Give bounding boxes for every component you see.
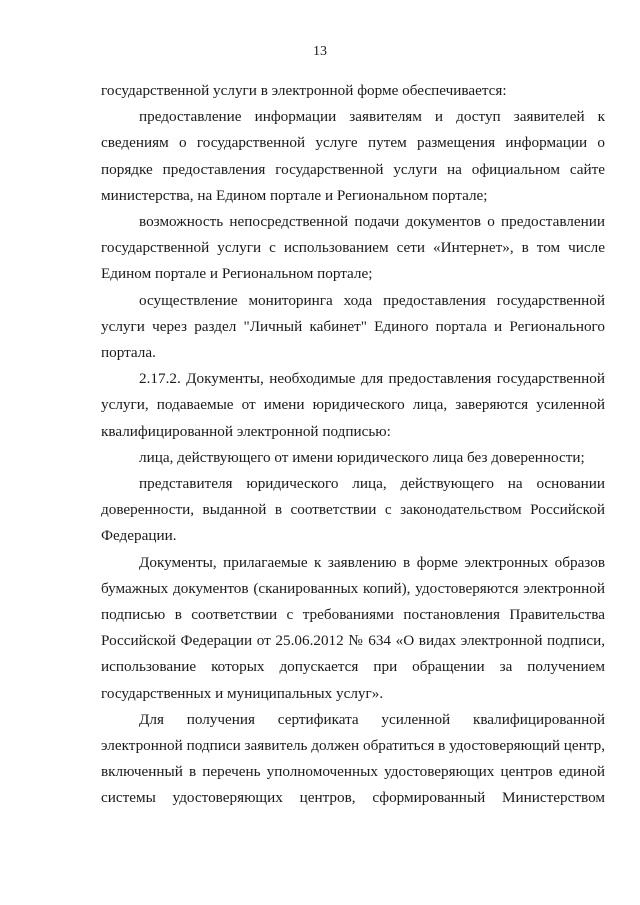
document-body — [101, 78, 605, 812]
paragraph-intro: государственной услуги в электронной форме обеспечивается: — [101, 82, 507, 99]
paragraph-info-provision: предоставление информации заявителям и доступ заявителей к сведениям о государственной услуге путем размещения информации о порядке предоставления государственной услуги на официальном сайте министерства, на Едином портале и Региональном портале; — [101, 108, 605, 204]
paragraph-certificate: Для получения сертификата усиленной квалифицированной электронной подписи заявитель должен обратиться в удостоверяющий центр, включенный в перечень уполномоченных удостоверяющих центров единой системы удостоверяющих центров, сформированный Министерством — [101, 710, 605, 807]
page-number: 13 — [313, 44, 327, 59]
paragraph-scanned-documents: Документы, прилагаемые к заявлению в форме электронных образов бумажных документов (сканированных копий), удостоверяются электронной подписью в соответствии с требованиями постановления Правительства Российской Федерации от 25.06.2012 № 634 «О видах электронной подписи, использование которых допускается при обращении за получением государственных и муниципальных услуг». — [101, 553, 605, 702]
paragraph-monitoring: осуществление мониторинга хода предоставления государственной услуги через раздел "Личный кабинет" Единого портала и Регионального портала. — [101, 291, 605, 362]
paragraph-person-without-proxy: лица, действующего от имени юридического лица без доверенности; — [139, 448, 585, 466]
paragraph-direct-submission: возможность непосредственной подачи документов о предоставлении государственной услуги с использованием сети «Интернет», в том числе Едином портале и Региональном портале; — [101, 213, 605, 283]
paragraph-representative: представителя юридического лица, действующего на основании доверенности, выданной в соответствии с законодательством Российской Федерации. — [101, 475, 605, 545]
paragraph-section-2-17-2: 2.17.2. Документы, необходимые для предоставления государственной услуги, подаваемые от имени юридического лица, заверяются усиленной квалифицированной электронной подписью: — [101, 370, 605, 440]
